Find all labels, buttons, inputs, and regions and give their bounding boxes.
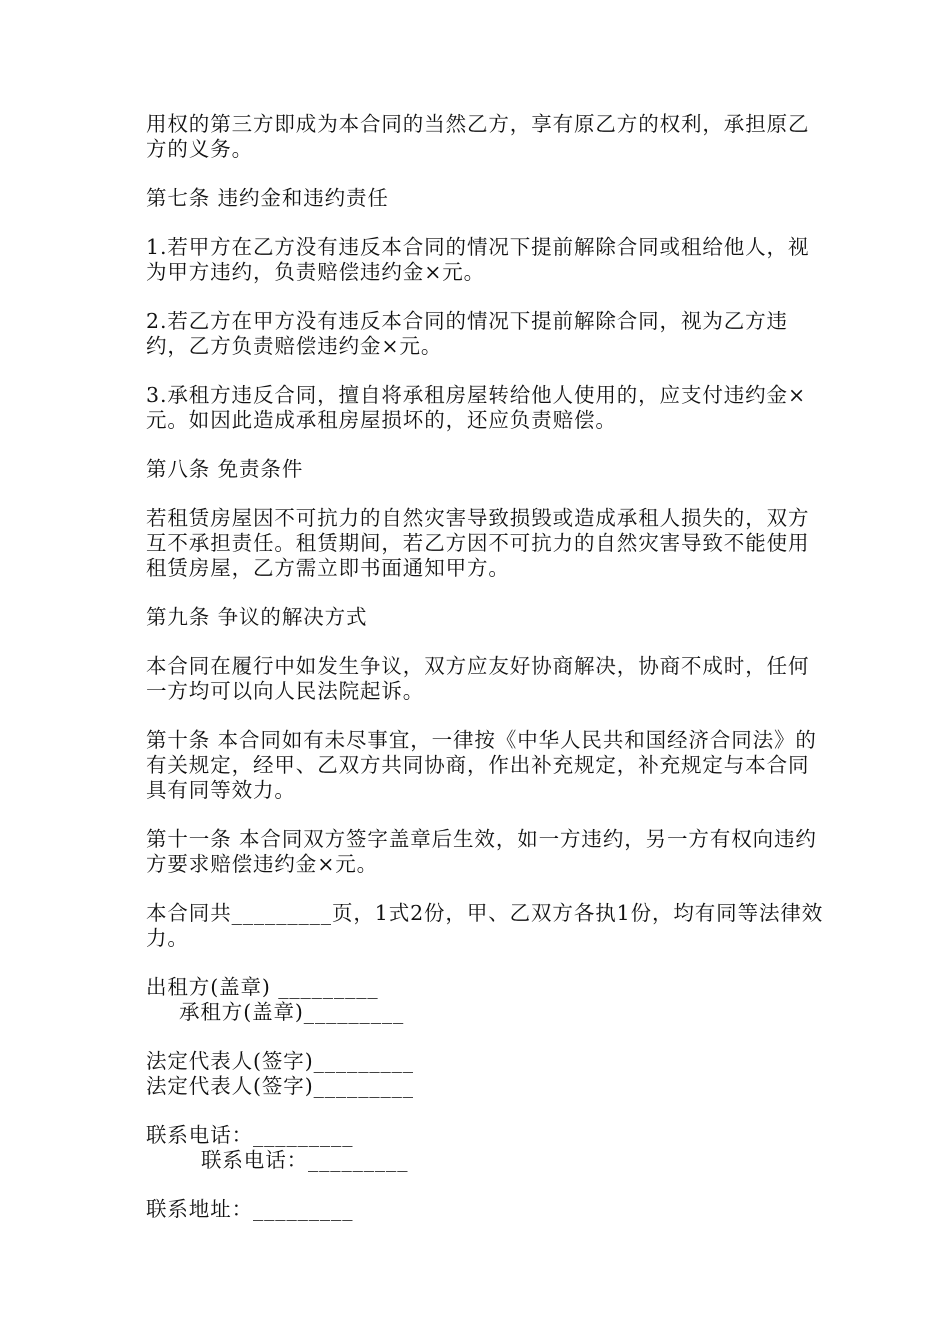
legal-rep-block (146, 1049, 826, 1099)
copies-clause: 本合同共_________页，1式2份，甲、乙双方各执1份，均有同等法律效力。 (146, 901, 824, 950)
article-11-body: 第十一条 本合同双方签字盖章后生效，如一方违约，另一方有权向违约方要求赔偿违约金×元。 (146, 827, 817, 876)
legal-rep-line-1: 法定代表人(签字)_________ (146, 1049, 414, 1073)
legal-rep-line-2: 法定代表人(签字)_________ (146, 1074, 414, 1098)
article-9-body: 本合同在履行中如发生争议，双方应友好协商解决，协商不成时，任何一方均可以向人民法院起诉。 (146, 654, 810, 703)
paragraph-continuation: 用权的第三方即成为本合同的当然乙方，享有原乙方的权利，承担原乙方的义务。 (146, 112, 810, 161)
article-7-clause-3: 3.承租方违反合同，擅自将承租房屋转给他人使用的，应支付违约金×元。如因此造成承租房屋损坏的，还应负责赔偿。 (146, 383, 807, 432)
article-10-body: 第十条 本合同如有未尽事宜，一律按《中华人民共和国经济合同法》的有关规定，经甲、乙双方共同协商，作出补充规定，补充规定与本合同具有同等效力。 (146, 728, 817, 802)
seal-block (146, 975, 826, 1025)
article-7-clause-1: 1.若甲方在乙方没有违反本合同的情况下提前解除合同或租给他人，视为甲方违约，负责赔偿违约金×元。 (146, 235, 810, 284)
lessor-seal-line: 出租方(盖章) _________ (146, 975, 379, 999)
article-7-heading: 第七条 违约金和违约责任 (146, 186, 389, 210)
article-9-heading: 第九条 争议的解决方式 (146, 605, 368, 629)
document-body (146, 112, 826, 1246)
phone-block (146, 1123, 826, 1173)
phone-line-2: 联系电话：_________ (201, 1148, 409, 1172)
address-line-1: 联系地址：_________ (146, 1197, 354, 1221)
article-8-body: 若租赁房屋因不可抗力的自然灾害导致损毁或造成承租人损失的，双方互不承担责任。租赁期间，若乙方因不可抗力的自然灾害导致不能使用租赁房屋，乙方需立即书面通知甲方。 (146, 506, 810, 580)
lessee-seal-line: 承租方(盖章)_________ (179, 1000, 405, 1024)
address-block (146, 1197, 826, 1222)
article-7-clause-2: 2.若乙方在甲方没有违反本合同的情况下提前解除合同，视为乙方违约，乙方负责赔偿违约金×元。 (146, 309, 788, 358)
article-8-heading: 第八条 免责条件 (146, 457, 304, 481)
phone-line-1: 联系电话：_________ (146, 1123, 354, 1147)
